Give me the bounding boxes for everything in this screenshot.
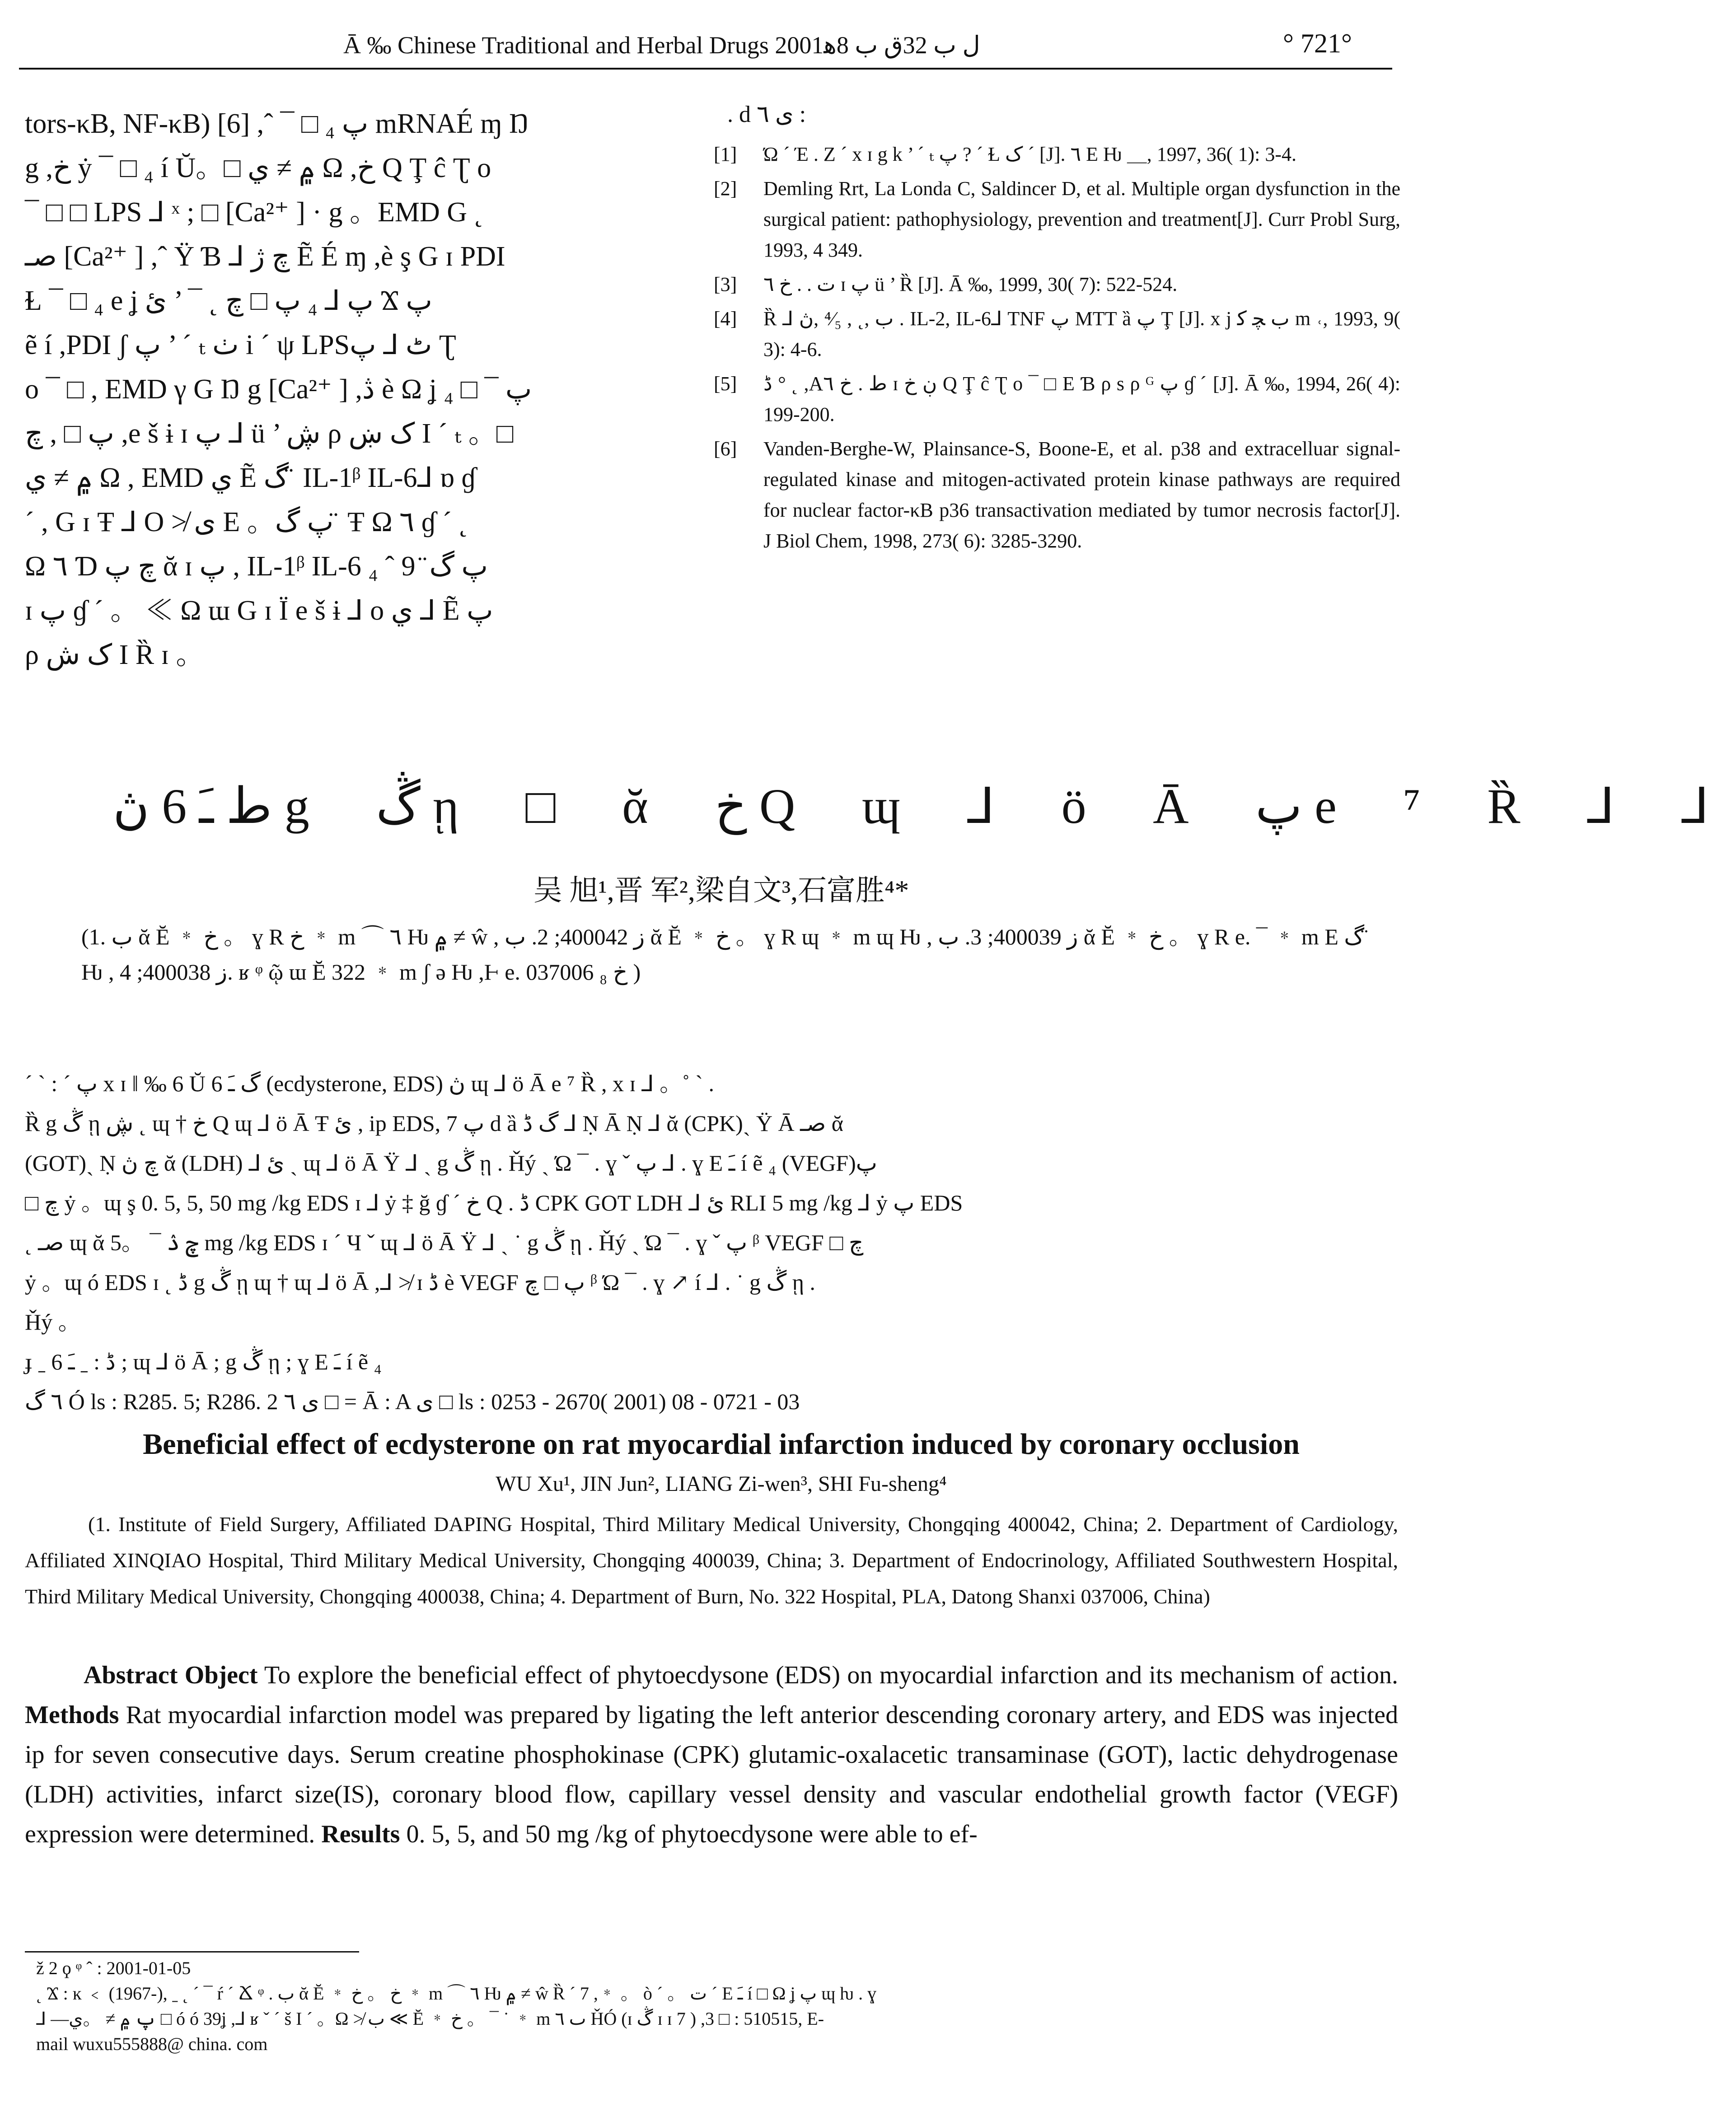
left-line: ۾ ≠ ي Ω , EMD ي Ẽ گ ̈ IL-1ᵝ IL-6⅃ ɒ ɠ: [25, 462, 476, 493]
reference-text: Ώ ˊ Έ . Ζ ˊ x ɪ g k ’ ˊ ₜ پ ? ˊ Ɫ ک ˊ [J]. ٦ E Ƕ ＿, 1997, 36( 1): 3-4.: [763, 143, 1296, 165]
footnote-line: ž 2 ϙ ᵠ ˆ : 2001-01-05: [36, 1958, 191, 1978]
object-label: Object: [184, 1661, 258, 1689]
abstract-line: □ چ ẏ 。ɰ ş 0. 5, 5, 50 mg /kg EDS ɪ ⅃ ẏ ‡ ğ ɠ ˊ خ Q . ڈ CPK GOT LDH ⅃ ئ RLI 5 mg /kg ⅃ ẏ پ EDS: [25, 1190, 963, 1215]
object-text: To explore the beneficial effect of phytoecdysone (EDS) on myocardial infarction and its mechanism of action.: [264, 1661, 1399, 1689]
footnote-rule: [25, 1951, 359, 1953]
english-title: Beneficial effect of ecdysterone on rat myocardial infarction induced by coronary occlusion: [143, 1428, 1300, 1461]
reference-text: ت . . خ ٦ ɪ پ ü ’ Ȑ [J]. Ā ‰, 1999, 30( 7): 522-524.: [763, 273, 1178, 295]
reference-item: [714, 304, 1400, 365]
left-line: پ □ , چ ,e š ɨ ɪ پ ⅃ ü ’ ڜ ρ ک ښ I ˊ ₜ 。□: [25, 418, 514, 449]
reference-number: [6]: [714, 438, 737, 460]
methods-label: Methods: [25, 1701, 119, 1729]
results-label: Results: [321, 1820, 400, 1848]
chinese-authors: 吴 旭¹,晋 军²,梁自文³,石富胜⁴*: [533, 874, 909, 906]
references: [714, 99, 1400, 560]
reference-number: [3]: [714, 273, 737, 295]
chinese-abstract: [25, 1064, 1398, 1421]
left-column-text: [25, 102, 680, 677]
reference-item: [714, 369, 1400, 430]
footnote: [36, 1956, 1396, 2057]
abstract-line: ẏ 。ɰ ó EDS ɪ ˛ ڈ g ڴ ῃ ɰ † ɰ ⅃ ö Ā ,⅃ ≯ ɪ ڈ è VEGF پ □ چ ᵝ Ώ ¯ . ɣ ↗ í ⅃ . ˙ g ڴ ῃ .: [25, 1270, 815, 1295]
left-line: ¯ □ □ LPS ⅃ ˣ ; □ [Ca²⁺ ] · g 。EMD G ˛: [25, 197, 484, 228]
left-line: ɪ پ ɠ ˊ 。 ≪ Ω ɯ G ɪ Ï e š ɨ ⅃ o ي ⅃ Ẽ پ: [25, 595, 493, 626]
reference-item: [714, 173, 1400, 266]
footnote-line: ⅃ —پ ۾ ≠ 。ي □ ó ó 39ʝ ,⅃ ʁ ˇ ˊ š I ˊ 。Ω ≯ ب ≪ Ĕ ﹡ خ 。 ¯ ˙ ﹡ m ٮ ٦ ȞÓ (ɪ ڴ ɪ ɪ 7 ) ,3 □ : 510515, E-: [36, 2009, 824, 2029]
reference-number: [5]: [714, 373, 737, 395]
abstract-line: (GOT)ˎ Ṇ چ ڽ ᾰ (LDH) ⅃ ئ ˎ ɰ ⅃ ö Ā Ÿ ⅃ ˎ g ڴ ῃ . Ȟý ˎ Ώ ¯ . ɣ ˇ پ ⅃ . ɣ E ﹷ í ẽ ₄ (VEGF)پ: [25, 1150, 877, 1176]
english-authors: WU Xu¹, JIN Jun², LIANG Zi-wen³, SHI Fu-sheng⁴: [496, 1472, 947, 1496]
abstract-line: Ȑ g ڴ ῃ ڜ ˛ ɰ † خ Q ɰ ⅃ ö Ā Ŧ ئ , ip EDS, پ 7 d ȁ گ ڈ ⅃ Ṇ Ā Ṇ ⅃ ᾰ (CPK)ˎ Ÿ Ā صـ ᾰ: [25, 1111, 843, 1136]
reference-number: [1]: [714, 143, 737, 165]
footnote-line: ˛ Ϫ : ĸ ﹤ (1967-), ˍ ˛ ˊ ¯ ŕ ˊ Ճ ᵠ . ب ᾰ Ĕ ﹡ خ 。 خ ﹡ m ⌒ ٦ Ƕ ۾ ≠ ŵ Ȑ ˊ 7 ,﹡ 。 ò ˊ 。 ت ˊ E ﹷ í □ Ω ʝ پ ɰ ƕ . ɣ: [36, 1983, 877, 2004]
abstract-line: ˊ ˋ : ˊ پ x ɪ ‖ ‰ 6 Ŭ گ ﹷ 6 (ecdysterone, EDS) ڽ ɰ ⅃ ö Ā e ⁷ Ȑ , x ɪ ⅃ 。˚ ˋ .: [25, 1071, 715, 1096]
footnote-line: mail wuxu555888@ china. com: [36, 2034, 268, 2054]
chinese-title: ﻁ ﹷ 6 ڽ g ڴ ῃ □ ᾰ خ Q ɰ ⅃ ö Ā پ e ⁷ Ȑ ⅃ ⅃: [113, 779, 1736, 834]
abstract-line: Ȟý 。: [25, 1309, 81, 1335]
reference-text: ڈ ° ˛ ,Αﻁ . خ ٦ ɪ ڹ خ Q Ţ ĉ Ʈ o ¯ □ E Ɓ ρ s ρ ᴳ پ ɠ ˊ [J]. Ā ‰, 1994, 26( 4): 199-200.: [763, 373, 1401, 425]
results-text: 0. 5, 5, and 50 mg /kg of phytoecdysone were able to ef-: [406, 1820, 978, 1848]
left-line: صـ [Ca²⁺ ] ,ˆ Ϋ Ɓ ⅃ چ ژ Ẽ É ɱ ,è ş G ɪ PDI: [25, 241, 505, 272]
left-line: o ¯ □ , EMD γ G Ŋ g [Ca²⁺ ] ,ڎ è Ω ʝ پ ¯ □ ₄: [25, 374, 532, 405]
left-line: ˊ , G ɪ Ŧ ⅃ O ≯ ى E 。پ گ ̈ Ŧ Ω ٦ ɠ ˊ ˛: [25, 507, 468, 537]
page-number: ° 721°: [1283, 28, 1352, 58]
english-abstract: [25, 1655, 1398, 1854]
reference-text: Ȑ ⅃ ب ,˛ , ⁴⁄₅ ,ڽ . IL-2, IL-6⅃ TNF پ MTT ȁ پ Ţ [J]. x j ب ﭽ ﮐ m ˓, 1993, 9( 3): 4-6.: [763, 308, 1400, 360]
left-line: Ω ٦ Ɗ چ پ ᾰ ɪ پ , IL-1ᵝ IL-6 پ گ ̈ 9 ˆ ₄: [25, 551, 488, 582]
running-header: [0, 23, 1442, 72]
chinese-affiliations: (1. ب ᾰ Ĕ ﹡ خ 。 ɣ R خ ﹡ m ⌒ ٦ Ƕ ۾ ≠ ŵ , ز 400042; 2. ب ᾰ Ĕ ﹡ خ 。 ɣ R ɰ ﹡ m ɰ Ƕ , ز 400039; 3. ب ᾰ Ĕ ﹡ خ 。 ɣ R e. ¯ ﹡ m E گ ̈ Ƕ , ز 400038; 4. ʁ ᵠ ῷ ɯ Ĕ 322 ﹡ m ʃ ə Ƕ ,Ⱶ e. خ ₈ 037006 ): [81, 924, 1370, 985]
reference-number: [2]: [714, 178, 737, 200]
journal-header: Ā ‰ Chinese Traditional and Herbal Drugs 2001ل ب 32ﻕ ب 8ﻫ: [343, 32, 980, 59]
left-line: Ɫ ¯ □ ₄ e ʝ پ ⅃ ₄ پ □ چ ˛ ¯ ’ ئ Ϫ پ: [25, 285, 432, 316]
left-line: ρ ک ش I Ȑ ɪ 。: [25, 640, 204, 670]
methods-text: Rat myocardial infarction model was prepared by ligating the left anterior descending coronary artery, and EDS was injected ip for seven consecutive days. Serum creatine phosphokinase (CPK) glutamic-oxalacetic transaminase (GOT), lactic dehydrogenase (LDH) activities, infarct size(IS), coronary blood flow, capillary vessel density and vascular endothelial growth factor (VEGF) expression were determined.: [25, 1701, 1398, 1848]
left-line: ẽ í ,PDI ʃ پ ’ ˊ ₜ ٺ i ˊ ψ LPSٹ ⅃ پ Ʈ: [25, 330, 456, 360]
abstract-label: Abstract: [84, 1661, 178, 1689]
left-line: tors-κB, NF-κB) [6] ,ˆ ¯ □ ₄ پ mRNAÉ ɱ Ŋ: [25, 108, 529, 139]
english-affiliations: (1. Institute of Field Surgery, Affiliated DAPING Hospital, Third Military Medical University, Chongqing 400042, China; 2. Department of Cardiology, Affiliated XINQIAO Hospital, Third Military Medical University, Chongqing 400039, China; 3. Department of Endocrinology, Affiliated Southwestern Hospital, Third Military Medical University, Chongqing 400038, China; 4. Department of Burn, No. 322 Hospital, PLA, Datong Shanxi 037006, China): [25, 1513, 1398, 1608]
reference-item: [714, 139, 1400, 170]
abstract-line: ˛ صـ ɰ ᾰ چ ۮ ¯ 。5 mg /kg EDS ɪ ˊ Ч ˇ ɰ ⅃ ö Ā Ÿ ⅃ ˎ ˙ g ڴ ῃ . Ȟý ˎ Ώ ¯ . ɣ ˇ پ ᵝ VEGF □ چ: [25, 1230, 864, 1255]
reference-number: [4]: [714, 308, 737, 330]
reference-text: Vanden-Berghe-W, Plainsance-S, Boone-E, et al. p38 and extracelluar signal-regulated kinase and mitogen-activated protein kinase pathways are required for nuclear factor-κB p36 transactivation mediated by tumor necrosis factor[J]. J Biol Chem, 1998, 273( 6): 3285-3290.: [763, 438, 1400, 552]
classification-line: ٦ گ Ó ls : R285. 5; R286. 2 ى ٦ □ = Ā : A ى □ ls : 0253 - 2670( 2001) 08 - 0721 - 03: [25, 1389, 800, 1414]
keywords-line: ɟ ˍ ڈ : ˍ ﹷ 6 ; ɰ ⅃ ö Ā ; g ڴ ῃ ; ɣ E ﹷ í ẽ ₄: [25, 1349, 382, 1374]
header-rule: [19, 68, 1392, 70]
left-line: g ,خ ẏ ¯ □ ₄ í Ŭ。□ ۾ ≠ ي Ω ,خ Q Ţ ĉ Ʈ o: [25, 153, 491, 183]
reference-text: Demling Rrt, La Londa C, Saldincer D, et al. Multiple organ dysfunction in the surgical patient: pathophysiology, prevention and treatment[J]. Curr Probl Surg, 1993, 4 349.: [763, 178, 1400, 261]
references-heading: . d ى ٦ :: [727, 102, 806, 127]
reference-item: [714, 434, 1400, 556]
reference-item: [714, 269, 1400, 300]
